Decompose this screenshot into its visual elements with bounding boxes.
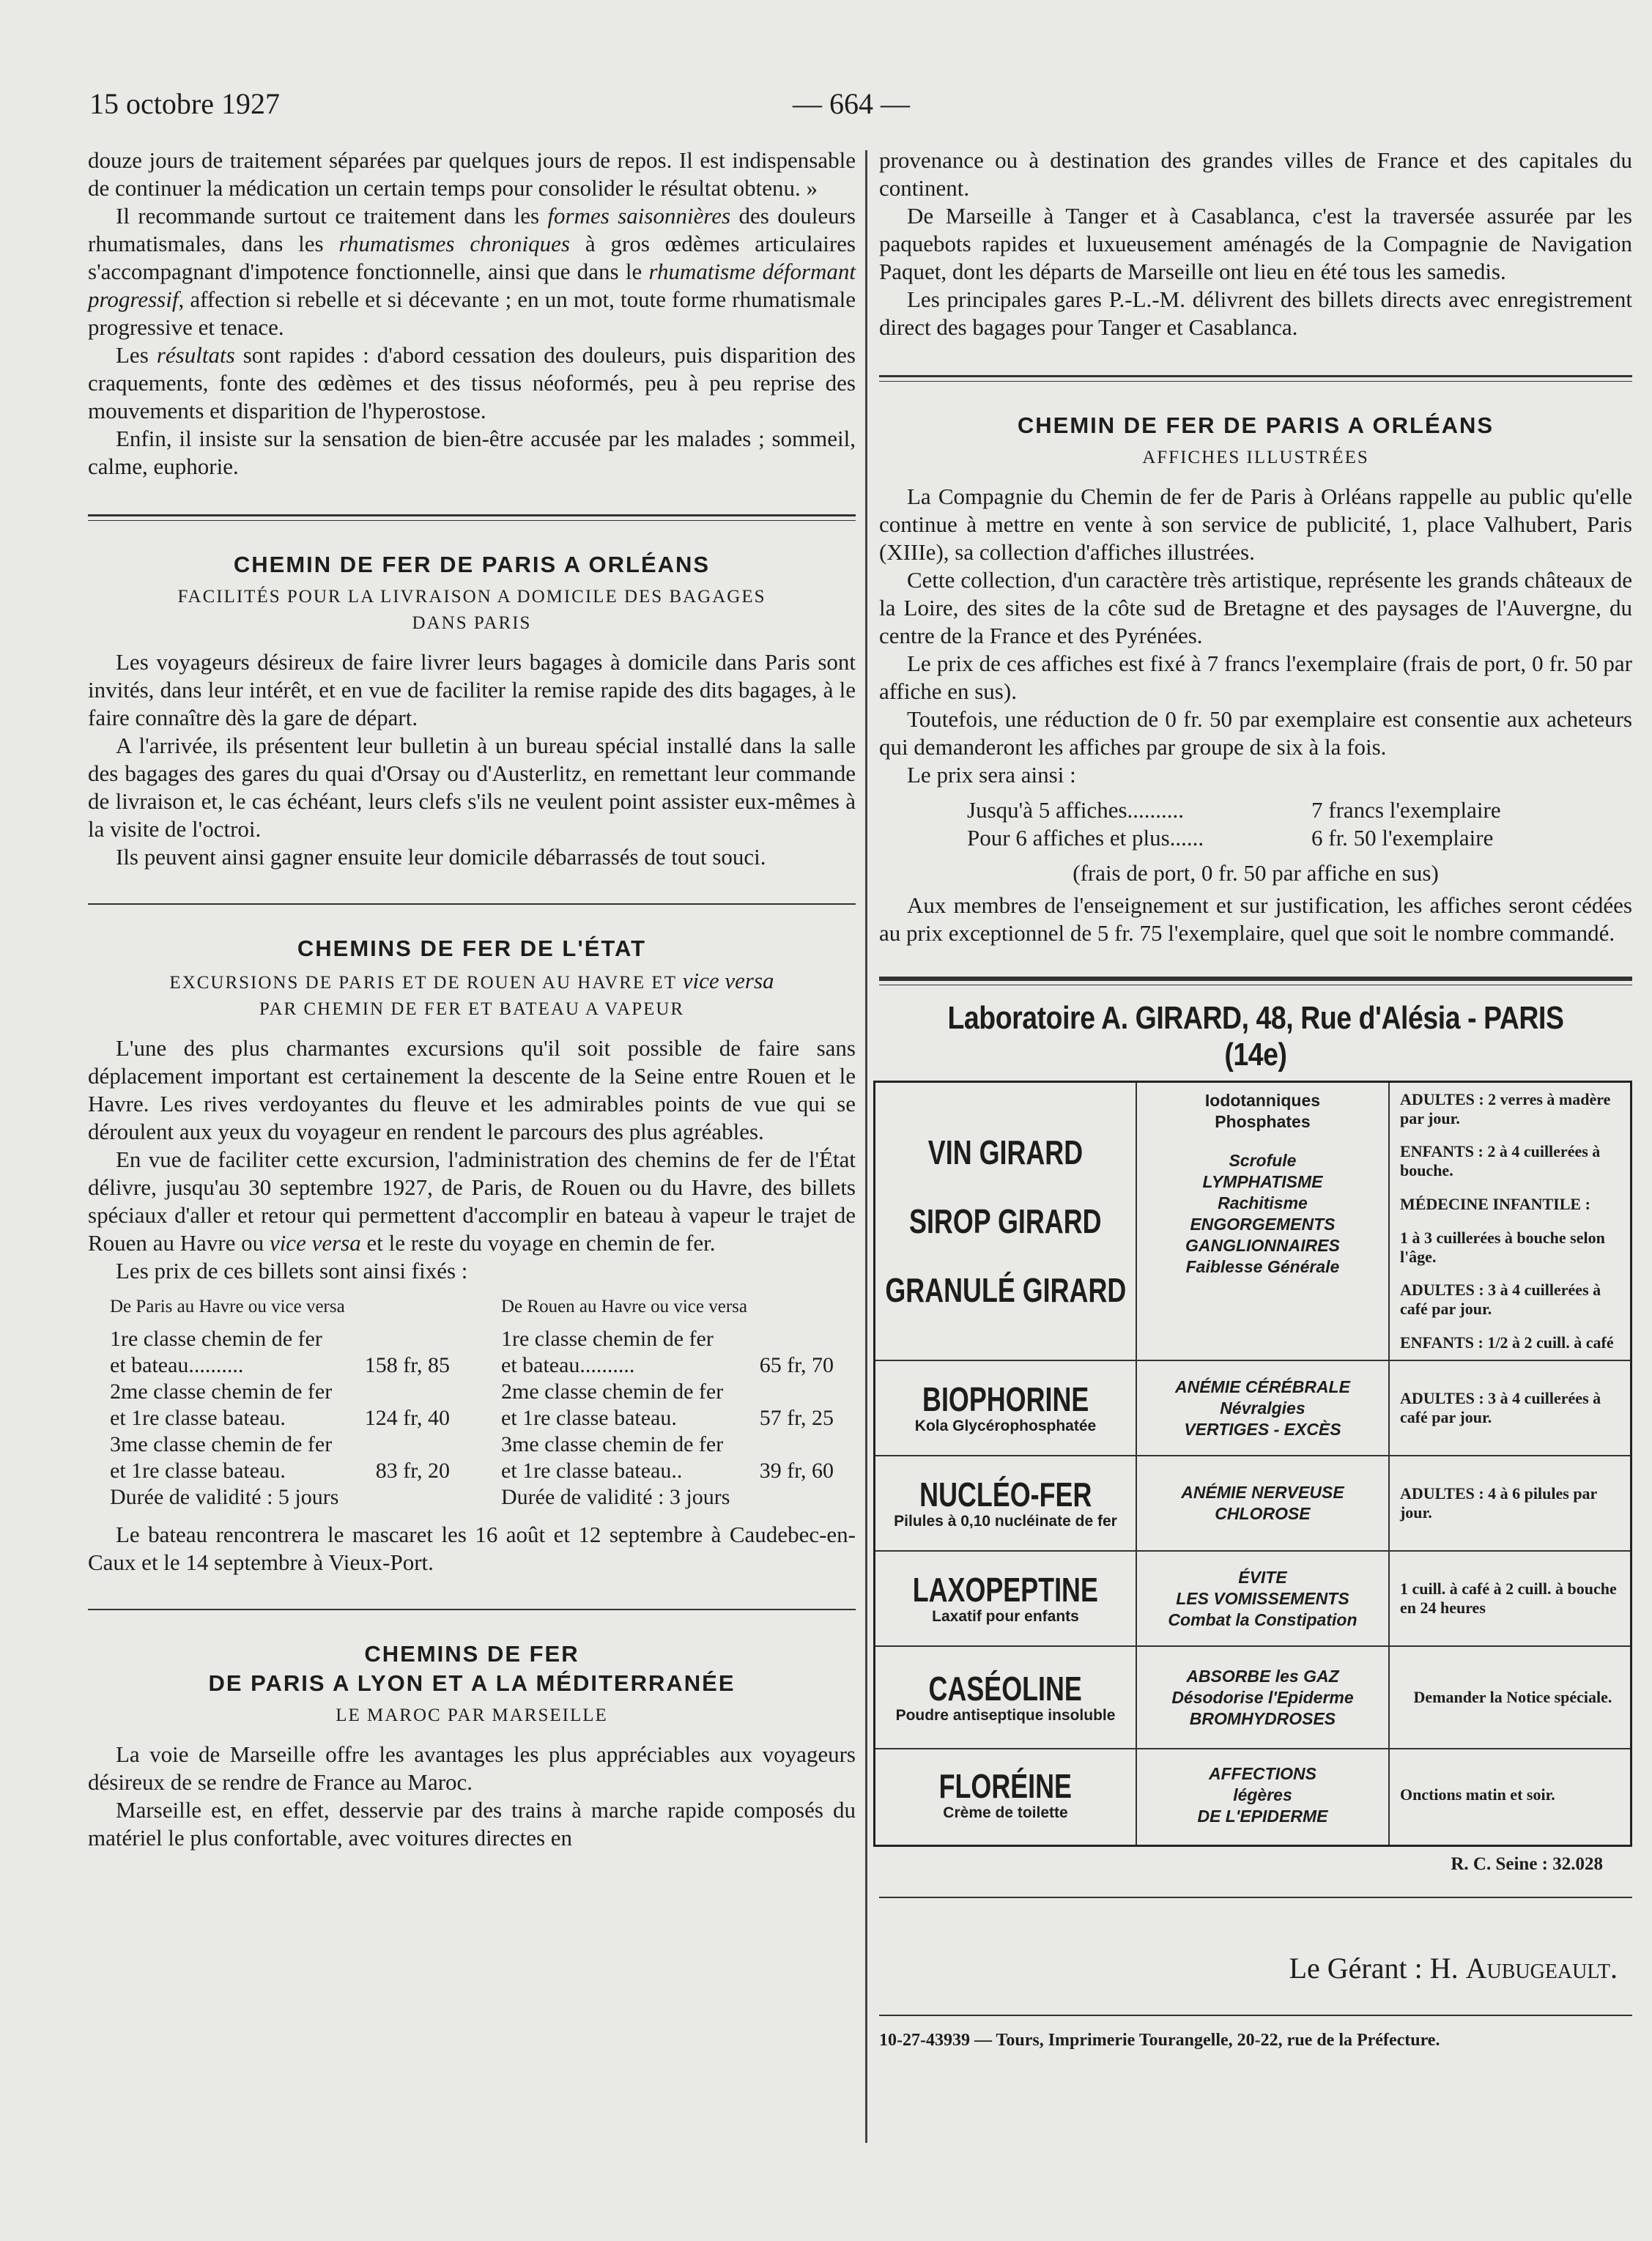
- ad-dosage: Onctions matin et soir.: [1399, 1785, 1555, 1804]
- fare-row: 1re classe chemin de fer: [110, 1327, 322, 1351]
- product-name: NUCLÉO-FER: [919, 1475, 1092, 1514]
- paragraph: Toutefois, une réduction de 0 fr. 50 par exemplaire est consentie aux acheteurs qui demanderont les affiches par groupe de six à la fois.: [879, 706, 1632, 760]
- paragraph: Il recommande surtout ce traitement dans les formes saisonnières des douleurs rhumatismales, dans les rhumatismes chroniques à gros œdèmes articulaires s'accompagnant d'impotence fonctionnelle, ainsi que dans le rhumatisme déformant progressif, affection si rebelle et si décevante ; en un mot, toute forme rhumatismale progressive et tenace.: [88, 203, 856, 340]
- product-description: Crème de toilette: [943, 1804, 1068, 1821]
- paragraph: douze jours de traitement séparées par quelques jours de repos. Il est indispensable de continuer la médication un certain temps pour consolider le résultat obtenu. »: [88, 147, 856, 201]
- ad-dosage-column: [1390, 1083, 1630, 1845]
- ad-indications: ÉVITE LES VOMISSEMENTS Combat la Constipation: [1137, 1552, 1388, 1647]
- ad-product: [875, 1647, 1136, 1749]
- paragraph: A l'arrivée, ils présentent leur bulletin à un bureau spécial installé dans la salle des bagages des gares du quai d'Orsay ou d'Austerlitz, en remettant leur commande de livraison et, le cas échéant, leurs clefs s'ils ne veulent point assister eux-mêmes à la visite de l'octroi.: [88, 733, 856, 842]
- section-title: CHEMIN DE FER DE PARIS A ORLÉANS: [233, 552, 711, 577]
- section-subtitle: LE MAROC PAR MARSEILLE: [336, 1705, 608, 1725]
- paragraph: Les principales gares P.-L.-M. délivrent des billets directs avec enregistrement direct des bagages pour Tanger et Casablanca.: [879, 286, 1632, 340]
- fare-row: Durée de validité : 5 jours: [110, 1485, 339, 1509]
- paragraph: Le prix sera ainsi :: [907, 762, 1076, 788]
- fare-row: et 1re classe bateau. 124 fr, 40: [110, 1406, 450, 1430]
- ad-dosage: 1 cuill. à café à 2 cuill. à bouche en 24 heures: [1390, 1552, 1630, 1647]
- fare-table-paris: [88, 1294, 472, 1511]
- right-column: [879, 147, 1632, 2051]
- manager-signature: Le Gérant : H. Aubugeault.: [1289, 1952, 1618, 1985]
- fare-row: et 1re classe bateau. 83 fr, 20: [110, 1459, 450, 1483]
- printer-imprint: 10-27-43939 — Tours, Imprimerie Tourangelle, 20-22, rue de la Préfecture.: [879, 2015, 1632, 2051]
- paragraph: En vue de faciliter cette excursion, l'administration des chemins de fer de l'État délivre, jusqu'au 30 septembre 1927, de Paris, de Rouen ou du Havre, des billets spéciaux d'aller et retour qui permettent d'accomplir en bateau à vapeur le trajet de Rouen au Havre ou vice versa et le reste du voyage en chemin de fer.: [88, 1147, 856, 1256]
- section-rule: [88, 1609, 856, 1610]
- paragraph: provenance ou à destination des grandes villes de France et des capitales du continent.: [879, 147, 1632, 201]
- product-name: BIOPHORINE: [922, 1380, 1089, 1418]
- fare-row: et bateau.......... 65 fr, 70: [501, 1353, 834, 1377]
- product-name: GRANULÉ GIRARD: [885, 1271, 1126, 1309]
- ad-dosage: ADULTES : 3 à 4 cuillerées à café par jour.: [1390, 1361, 1630, 1456]
- paragraph: Les résultats sont rapides : d'abord cessation des douleurs, puis disparition des craquements, fonte des œdèmes et des tissus néoformés, peu à peu reprise des mouvements et disparition de l'hyperostose.: [88, 342, 856, 423]
- fare-row: 3me classe chemin de fer: [110, 1432, 333, 1456]
- section-title: CHEMINS DE FER DE L'ÉTAT: [297, 936, 647, 961]
- ad-dosage: Demander la Notice spéciale.: [1390, 1647, 1630, 1749]
- paragraph: Marseille est, en effet, desservie par des trains à marche rapide composés du matériel le plus confortable, avec voitures directes en: [88, 1797, 856, 1851]
- paragraph: Le prix de ces affiches est fixé à 7 francs l'exemplaire (frais de port, 0 fr. 50 par affiche en sus).: [879, 651, 1632, 704]
- paragraph: Ils peuvent ainsi gagner ensuite leur domicile débarrassés de tout souci.: [116, 844, 766, 870]
- paragraph: Cette collection, d'un caractère très artistique, représente les grands châteaux de la Loire, des sites de la côte sud de Bretagne et des paysages de l'Auvergne, du centre de la France et des Pyrénées.: [879, 567, 1632, 648]
- product-name: VIN GIRARD: [927, 1133, 1084, 1171]
- paragraph: Le bateau rencontrera le mascaret les 16 août et 12 septembre à Caudebec-en-Caux et le 14 septembre à Vieux-Port.: [88, 1522, 856, 1575]
- girard-advertisement: [873, 1081, 1632, 1847]
- paragraph: Les prix de ces billets sont ainsi fixés :: [116, 1258, 468, 1284]
- section-rule: [879, 1897, 1632, 1898]
- product-description: Pilules à 0,10 nucléinate de fer: [894, 1513, 1117, 1530]
- ad-indications: ABSORBE les GAZ Désodorise l'Epiderme BROMHYDROSES: [1137, 1647, 1388, 1749]
- fare-row: et 1re classe bateau. 57 fr, 25: [501, 1406, 834, 1430]
- page-number: — 664 —: [793, 87, 910, 120]
- price-row: Pour 6 affiches et plus...... 6 fr. 50 l'exemplaire: [967, 825, 1494, 851]
- ad-product: [875, 1456, 1136, 1552]
- product-description: Kola Glycérophosphatée: [914, 1418, 1097, 1434]
- ad-indications: Iodotanniques Phosphates Scrofule LYMPHATISME Rachitisme ENGORGEMENTS GANGLIONNAIRES Faiblesse Générale: [1137, 1083, 1388, 1361]
- fare-row: et 1re classe bateau.. 39 fr, 60: [501, 1459, 834, 1483]
- paragraph: L'une des plus charmantes excursions qu'il soit possible de faire sans déplacement important est certainement la descente de la Seine entre Rouen et le Havre. Les rives verdoyantes du fleuve et les admirables points de vue qui se déroulent aux yeux du voyageur en rendent le parcours des plus agréables.: [88, 1035, 856, 1144]
- issue-date: 15 octobre 1927: [89, 87, 280, 120]
- product-name: LAXOPEPTINE: [912, 1571, 1099, 1609]
- paragraph: Aux membres de l'enseignement et sur justification, les affiches seront cédées au prix exceptionnel de 5 fr. 75 l'exemplaire, quel que soit le nombre commandé.: [879, 892, 1632, 946]
- paragraph: La Compagnie du Chemin de fer de Paris à Orléans rappelle au public qu'elle continue à mettre en vente à son service de publicité, 1, place Valhubert, Paris (XIIIe), sa collection d'affiches illustrées.: [879, 484, 1632, 565]
- section-rule: [88, 514, 856, 521]
- ad-indications: AFFECTIONS légères DE L'EPIDERME: [1197, 1763, 1328, 1826]
- section-subtitle: PAR CHEMIN DE FER ET BATEAU A VAPEUR: [259, 999, 685, 1019]
- fare-row: 1re classe chemin de fer: [501, 1327, 714, 1351]
- paragraph: De Marseille à Tanger et à Casablanca, c'est la traversée assurée par les paquebots rapides et luxueusement aménagés de la Compagnie de Navigation Paquet, dont les départs de Marseille ont lieu en été tous les samedis.: [879, 203, 1632, 284]
- ad-product: [875, 1749, 1136, 1840]
- fare-table: [88, 1294, 856, 1511]
- section-title: CHEMIN DE FER DE PARIS A ORLÉANS: [1017, 412, 1494, 438]
- ad-product: [875, 1552, 1136, 1647]
- fare-row: Durée de validité : 3 jours: [501, 1485, 730, 1509]
- paragraph: Enfin, il insiste sur la sensation de bien-être accusée par les malades ; sommeil, calme, euphorie.: [88, 426, 856, 479]
- fare-table-rouen: [472, 1294, 856, 1511]
- fare-row: et bateau.......... 158 fr, 85: [110, 1353, 450, 1377]
- trade-register: R. C. Seine : 32.028: [1451, 1854, 1603, 1874]
- section-rule: [88, 903, 856, 905]
- product-name: FLORÉINE: [938, 1767, 1073, 1805]
- poster-price-list: [967, 796, 1632, 852]
- ad-indications-column: [1137, 1083, 1390, 1845]
- left-column: [88, 147, 856, 1852]
- product-name: SIROP GIRARD: [909, 1202, 1102, 1240]
- section-title: DE PARIS A LYON ET A LA MÉDITERRANÉE: [208, 1670, 736, 1696]
- fare-row: 2me classe chemin de fer: [501, 1379, 724, 1404]
- column-divider: [865, 150, 867, 2143]
- ad-indications: ANÉMIE NERVEUSE CHLOROSE: [1137, 1456, 1388, 1552]
- ad-dosage: ADULTES : 4 à 6 pilules par jour.: [1390, 1456, 1630, 1552]
- section-rule: [879, 977, 1632, 985]
- section-title: CHEMINS DE FER: [364, 1641, 579, 1667]
- fare-row: 2me classe chemin de fer: [110, 1379, 333, 1404]
- product-description: Laxatif pour enfants: [932, 1608, 1079, 1625]
- shipping-note: (frais de port, 0 fr. 50 par affiche en sus): [1073, 860, 1439, 886]
- section-subtitle: FACILITÉS POUR LA LIVRAISON A DOMICILE DES BAGAGES DANS PARIS: [177, 587, 766, 633]
- paragraph: La voie de Marseille offre les avantages les plus appréciables aux voyageurs désireux de se rendre de France au Maroc.: [88, 1741, 856, 1795]
- product-name: CASÉOLINE: [928, 1670, 1083, 1708]
- section-subtitle: AFFICHES ILLUSTRÉES: [1142, 448, 1369, 467]
- ad-product: [875, 1361, 1136, 1456]
- ad-dosage: ADULTES : 2 verres à madère par jour. ENFANTS : 2 à 4 cuillerées à bouche. MÉDECINE INFANTILE : 1 à 3 cuillerées à bouche selon l'âge. ADULTES : 3 à 4 cuillerées à café par jour. ENFANTS : 1/2 à 2 cuill. à café: [1390, 1083, 1630, 1361]
- ad-product-group: [875, 1083, 1136, 1361]
- ad-indications: ANÉMIE CÉRÉBRALE Névralgies VERTIGES - EXCÈS: [1137, 1361, 1388, 1456]
- fare-rows: [110, 1326, 472, 1511]
- section-subtitle: EXCURSIONS DE PARIS ET DE ROUEN AU HAVRE ET vice versa: [169, 968, 774, 993]
- price-row: Jusqu'à 5 affiches.......... 7 francs l'exemplaire: [967, 797, 1501, 823]
- fare-row: 3me classe chemin de fer: [501, 1432, 724, 1456]
- product-description: Poudre antiseptique insoluble: [895, 1707, 1116, 1724]
- fare-table-heading: De Rouen au Havre ou vice versa: [501, 1297, 747, 1316]
- section-rule: [879, 375, 1632, 382]
- ad-products-column: [875, 1083, 1137, 1845]
- fare-table-heading: De Paris au Havre ou vice versa: [110, 1297, 345, 1316]
- paragraph: Les voyageurs désireux de faire livrer leurs bagages à domicile dans Paris sont invités, dans leur intérêt, et en vue de faciliter la remise rapide des dits bagages, à le faire connaître dès la gare de départ.: [88, 649, 856, 730]
- fare-rows: [501, 1326, 856, 1511]
- ad-header: Laboratoire A. GIRARD, 48, Rue d'Alésia - PARIS (14e): [947, 1000, 1564, 1073]
